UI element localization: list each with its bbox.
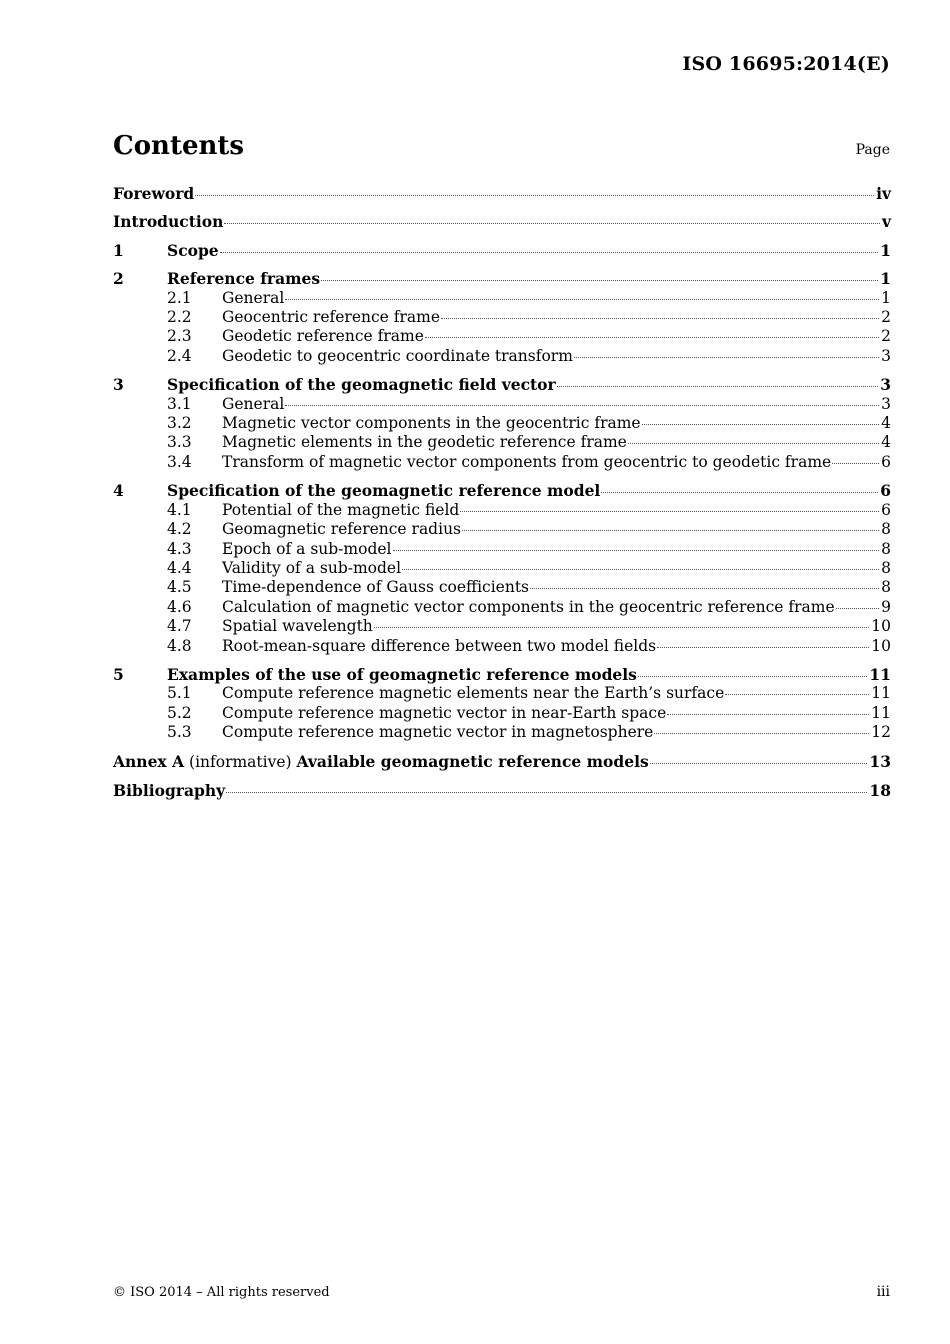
toc-entry-annex-title: Available geomagnetic reference models: [296, 751, 649, 771]
toc-entry-title-text: Time-dependence of Gauss coefficients: [222, 578, 530, 597]
toc-entry[interactable]: [113, 665, 891, 684]
toc-entry[interactable]: [113, 241, 891, 260]
dot-leader: [530, 588, 879, 589]
toc-entry[interactable]: [113, 637, 891, 656]
toc-entry-number: 5.3: [167, 723, 192, 742]
toc-entry-number: 4.5: [167, 578, 192, 597]
toc-entry-title: [167, 665, 637, 684]
document-id: ISO 16695:2014(E): [682, 53, 890, 75]
toc-entry-page: 4: [881, 433, 891, 452]
toc-entry-title-text: Calculation of magnetic vector components in the geocentric reference frame: [222, 597, 835, 616]
toc-entry-title-text: General: [222, 288, 285, 307]
toc-entry-number: 5.1: [167, 684, 192, 703]
dot-leader: [195, 195, 874, 196]
dot-leader: [574, 357, 879, 358]
toc-entry-number: 3.1: [167, 394, 192, 413]
toc-entry-title-text: Root-mean-square difference between two model fields: [222, 636, 657, 655]
toc-entry-page: 11: [871, 684, 891, 703]
toc-entry-number: 3.3: [167, 433, 192, 452]
page-number: iii: [876, 1284, 890, 1300]
toc-entry[interactable]: [113, 212, 891, 231]
toc-entry-page: 1: [881, 288, 891, 307]
dot-leader: [650, 763, 868, 764]
dot-leader: [285, 405, 879, 406]
toc-entry-page: 8: [881, 539, 891, 558]
toc-entry-title: [222, 637, 656, 656]
toc-entry-number: 4.8: [167, 636, 192, 655]
toc-entry-page: 8: [881, 558, 891, 577]
toc-entry-title-text: Magnetic elements in the geodetic reference frame: [222, 433, 627, 452]
toc-entry-title: [222, 308, 440, 327]
toc-entry-title-text: Reference frames: [167, 269, 321, 289]
toc-entry[interactable]: [113, 540, 891, 559]
toc-entry-title: [113, 212, 223, 231]
toc-entry[interactable]: [113, 684, 891, 703]
toc-entry-number: 4.1: [167, 500, 192, 519]
toc-entry-title: [167, 241, 219, 260]
dot-leader: [832, 463, 879, 464]
dot-leader: [557, 386, 879, 387]
toc-entry[interactable]: [113, 617, 891, 636]
toc-entry-title-text: Epoch of a sub-model: [222, 539, 392, 558]
toc-entry[interactable]: [113, 269, 891, 288]
toc-entry-number: 4.3: [167, 539, 192, 558]
toc-entry-title: [222, 501, 459, 520]
toc-entry-title-text: Compute reference magnetic vector in near-Earth space: [222, 703, 667, 722]
toc-entry-title-text: Specification of the geomagnetic reference model: [167, 481, 601, 501]
dot-leader: [654, 733, 869, 734]
toc-entry-title: [222, 453, 831, 472]
toc-entry-title: [222, 327, 424, 346]
toc-entry-title: [222, 395, 284, 414]
toc-entry-number: 2.4: [167, 346, 192, 365]
toc-entry-page: 4: [881, 414, 891, 433]
dot-leader: [220, 252, 879, 253]
toc-entry-number: 4: [113, 481, 124, 501]
toc-entry-title: [167, 269, 320, 288]
toc-entry[interactable]: [113, 752, 891, 772]
toc-entry[interactable]: [113, 414, 891, 433]
toc-entry-page: 13: [869, 751, 891, 771]
toc-entry-title: [167, 481, 600, 500]
toc-entry-page: 11: [869, 664, 891, 684]
toc-entry-title-text: Annex A: [113, 751, 185, 771]
toc-entry-title-text: Compute reference magnetic elements near the Earth’s surface: [222, 684, 725, 703]
toc-entry-title: [222, 433, 627, 452]
toc-entry-annex-note: (informative): [184, 752, 297, 771]
toc-entry-number: 4.7: [167, 617, 192, 636]
toc-entry-number: 5.2: [167, 703, 192, 722]
dot-leader: [441, 318, 879, 319]
toc-entry-page: iv: [876, 184, 891, 203]
toc-entry-title-text: Validity of a sub-model: [222, 558, 402, 577]
toc-entry-page: 1: [880, 269, 891, 289]
table-of-contents: [113, 184, 891, 800]
toc-entry-title-text: Transform of magnetic vector components from geocentric to geodetic frame: [222, 452, 832, 471]
toc-entry-number: 2.1: [167, 288, 192, 307]
dot-leader: [667, 714, 869, 715]
toc-entry-number: 1: [113, 240, 124, 260]
dot-leader: [460, 511, 879, 512]
dot-leader: [725, 694, 869, 695]
toc-entry-page: 8: [881, 578, 891, 597]
toc-entry[interactable]: [113, 723, 891, 742]
toc-entry-title: [222, 684, 724, 703]
toc-entry-title-text: Geomagnetic reference radius: [222, 520, 462, 539]
toc-entry-page: 2: [881, 327, 891, 346]
toc-entry-title-text: General: [222, 394, 285, 413]
dot-leader: [657, 647, 869, 648]
toc-entry-title: [113, 781, 225, 800]
dot-leader: [226, 792, 867, 793]
dot-leader: [601, 492, 878, 493]
toc-entry-number: 4.2: [167, 520, 192, 539]
toc-entry[interactable]: [113, 395, 891, 414]
toc-entry-title: [222, 598, 835, 617]
toc-entry-title-text: Foreword: [113, 184, 195, 203]
toc-entry-title-text: Bibliography: [113, 780, 226, 800]
toc-entry-title: [113, 184, 194, 203]
toc-entry-title: [113, 752, 649, 772]
toc-entry-page: 12: [871, 723, 891, 742]
toc-entry-page: 9: [881, 597, 891, 616]
dot-leader: [638, 676, 868, 677]
toc-entry-title: [222, 617, 373, 636]
toc-entry-title-text: Spatial wavelength: [222, 617, 373, 636]
toc-entry-title: [222, 559, 401, 578]
toc-entry-title-text: Geodetic reference frame: [222, 327, 424, 346]
toc-entry-title: [222, 289, 284, 308]
toc-entry-title: [222, 540, 392, 559]
toc-entry-number: 4.4: [167, 558, 192, 577]
toc-entry[interactable]: [113, 598, 891, 617]
dot-leader: [836, 608, 880, 609]
toc-entry[interactable]: [113, 501, 891, 520]
toc-entry[interactable]: [113, 578, 891, 597]
toc-entry[interactable]: [113, 481, 891, 500]
dot-leader: [425, 337, 879, 338]
toc-entry[interactable]: [113, 375, 891, 394]
toc-entry-page: v: [881, 212, 891, 232]
toc-entry[interactable]: [113, 433, 891, 452]
toc-entry[interactable]: [113, 704, 891, 723]
toc-entry-title-text: Scope: [167, 240, 219, 260]
dot-leader: [402, 569, 879, 570]
dot-leader: [285, 299, 879, 300]
toc-entry-page: 2: [881, 308, 891, 327]
toc-entry-title-text: Compute reference magnetic vector in magnetosphere: [222, 723, 654, 742]
toc-entry-number: 3.4: [167, 452, 192, 471]
toc-entry-number: 2: [113, 269, 124, 289]
dot-leader: [462, 530, 879, 531]
dot-leader: [628, 443, 879, 444]
toc-entry[interactable]: [113, 347, 891, 366]
toc-entry-title: [222, 347, 573, 366]
toc-entry[interactable]: [113, 308, 891, 327]
toc-entry[interactable]: [113, 559, 891, 578]
toc-entry-title-text: Geocentric reference frame: [222, 308, 441, 327]
toc-entry-page: 10: [871, 617, 891, 636]
dot-leader: [374, 627, 869, 628]
toc-entry[interactable]: [113, 453, 891, 472]
toc-entry[interactable]: [113, 520, 891, 539]
toc-entry[interactable]: [113, 184, 891, 203]
toc-entry-title: [222, 520, 461, 539]
dot-leader: [224, 223, 880, 224]
toc-entry-page: 11: [871, 703, 891, 722]
toc-entry-title: [222, 414, 641, 433]
toc-entry-title-text: Introduction: [113, 212, 224, 232]
toc-entry-title-text: Potential of the magnetic field: [222, 500, 460, 519]
toc-entry-title-text: Magnetic vector components in the geocentric frame: [222, 414, 641, 433]
toc-entry-number: 3.2: [167, 414, 192, 433]
toc-entry-title: [167, 375, 556, 394]
toc-entry-page: 6: [880, 481, 891, 501]
toc-entry-page: 18: [869, 780, 891, 800]
toc-entry[interactable]: [113, 289, 891, 308]
toc-entry-page: 3: [881, 394, 891, 413]
toc-entry[interactable]: [113, 781, 891, 800]
toc-entry-title-text: Examples of the use of geomagnetic reference models: [167, 664, 637, 684]
toc-entry-page: 8: [881, 520, 891, 539]
dot-leader: [393, 550, 880, 551]
toc-entry-page: 6: [881, 500, 891, 519]
toc-entry-page: 3: [881, 346, 891, 365]
toc-entry-number: 3: [113, 375, 124, 395]
toc-entry-number: 5: [113, 664, 124, 684]
dot-leader: [321, 280, 878, 281]
toc-entry-title: [222, 723, 653, 742]
toc-entry-title: [222, 704, 666, 723]
toc-entry-number: 2.2: [167, 308, 192, 327]
dot-leader: [642, 424, 880, 425]
page-column-label: Page: [855, 142, 890, 158]
toc-entry[interactable]: [113, 327, 891, 346]
toc-entry-title: [222, 578, 529, 597]
copyright-notice: © ISO 2014 – All rights reserved: [113, 1285, 330, 1300]
contents-heading: Contents: [113, 131, 245, 161]
toc-entry-page: 10: [871, 636, 891, 655]
toc-entry-title-text: Geodetic to geocentric coordinate transform: [222, 346, 573, 365]
toc-entry-page: 3: [880, 375, 891, 395]
toc-entry-title-text: Specification of the geomagnetic field vector: [167, 375, 556, 395]
toc-entry-page: 1: [880, 240, 891, 260]
toc-entry-number: 2.3: [167, 327, 192, 346]
toc-entry-number: 4.6: [167, 597, 192, 616]
toc-entry-page: 6: [881, 452, 891, 471]
